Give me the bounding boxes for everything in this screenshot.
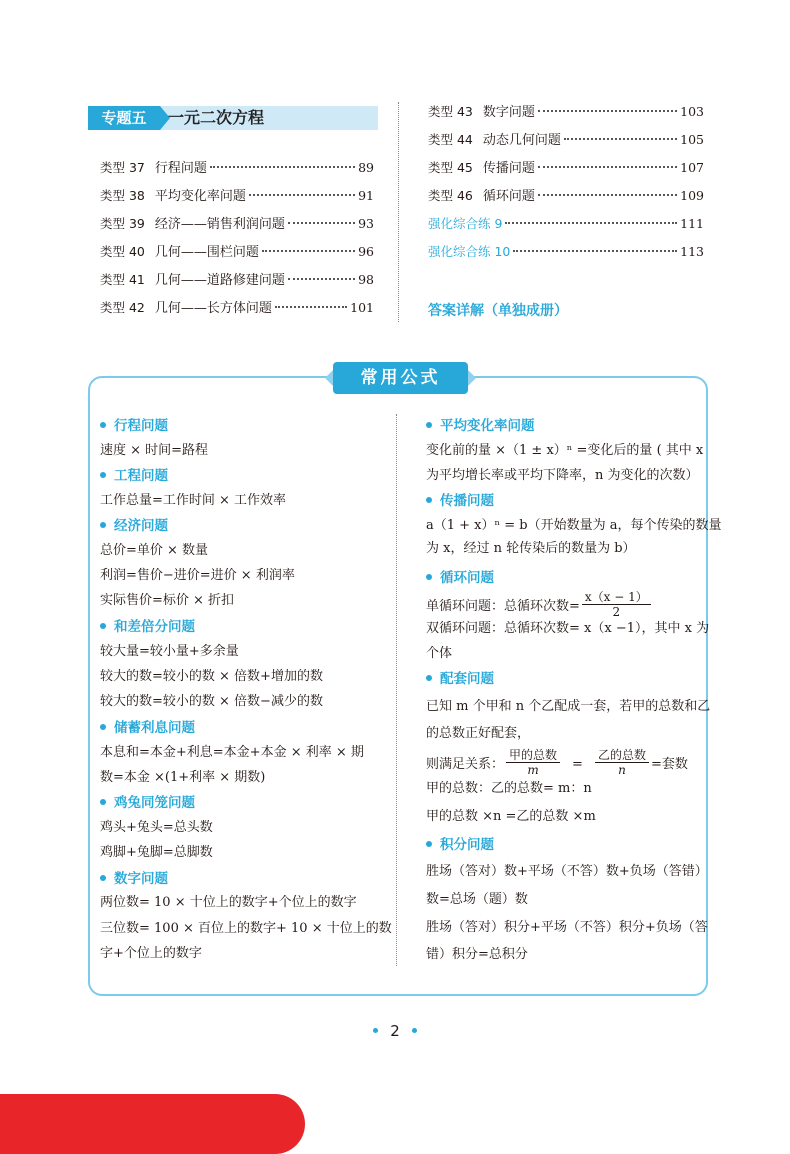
toc-type-label: 类型 46 <box>428 188 473 203</box>
toc-leader <box>564 138 677 140</box>
formula-line: 工作总量=工作时间 × 工作效率 <box>100 493 287 508</box>
fraction-numerator: 乙的总数 <box>595 748 649 763</box>
toc-page: 93 <box>358 216 374 231</box>
toc-type-label: 类型 41 <box>100 272 145 287</box>
formula-line: 数=本金 ×(1+利率 × 期数) <box>100 770 266 785</box>
toc-leader <box>505 222 677 224</box>
section-heading: 数字问题 <box>114 871 168 887</box>
page-number <box>0 1022 790 1040</box>
toc-page: 105 <box>680 132 704 147</box>
formula-title: 常用公式 <box>333 362 468 394</box>
section-heading: 和差倍分问题 <box>114 619 195 635</box>
formula-line: 双循环问题：总循环次数= x（x −1），其中 x 为 <box>426 621 710 636</box>
toc-title: 行程问题 <box>154 161 207 176</box>
formula-line: 为 x，经过 n 轮传染后的数量为 b） <box>426 541 636 556</box>
bullet-icon <box>426 497 432 503</box>
formula-line: 错）积分=总积分 <box>426 947 528 962</box>
toc-title: 几何——长方体问题 <box>154 301 272 316</box>
toc-leader <box>513 250 677 252</box>
section-digits <box>100 869 168 889</box>
toc-item-review[interactable] <box>428 242 704 262</box>
formula-line: 本息和=本金+利息=本金+本金 × 利率 × 期 <box>100 745 364 760</box>
toc-page: 101 <box>350 300 374 315</box>
formula-line: 为平均增长率或平均下降率，n 为变化的次数） <box>426 468 699 483</box>
bottom-banner <box>0 1094 305 1154</box>
formula-line <box>426 592 653 621</box>
section-work <box>100 466 168 486</box>
toc-title: 几何——围栏问题 <box>154 245 259 260</box>
formula-line: 胜场（答对）积分+平场（不答）积分+负场（答 <box>426 920 708 935</box>
section-rate <box>426 416 535 436</box>
topic-tag: 专题五 <box>88 106 160 130</box>
bullet-icon <box>100 724 106 730</box>
toc-title: 经济——销售利润问题 <box>154 217 285 232</box>
formula-line: 个体 <box>426 646 453 661</box>
section-heading: 经济问题 <box>114 518 168 534</box>
toc-leader <box>288 222 355 224</box>
formula-line: 速度 × 时间=路程 <box>100 443 209 458</box>
fraction-numerator: 甲的总数 <box>506 748 560 763</box>
toc-item[interactable] <box>428 158 704 178</box>
formula-text: 则满足关系： <box>426 757 505 772</box>
toc-item[interactable] <box>100 214 374 234</box>
section-heading: 储蓄利息问题 <box>114 720 195 736</box>
toc-page: 107 <box>680 160 704 175</box>
toc-page: 103 <box>680 104 704 119</box>
toc-leader <box>288 278 355 280</box>
toc-item[interactable] <box>100 242 374 262</box>
formula-line: 鸡头+兔头=总头数 <box>100 820 213 835</box>
formula-line <box>426 750 688 779</box>
toc-item[interactable] <box>428 130 704 150</box>
fraction <box>582 590 651 619</box>
formula-line: 较大的数=较小的数 × 倍数−减少的数 <box>100 694 323 709</box>
section-heading: 鸡兔同笼问题 <box>114 795 195 811</box>
section-spread <box>426 491 494 511</box>
toc-item[interactable] <box>100 186 374 206</box>
toc-page: 91 <box>358 188 374 203</box>
toc-type-label: 类型 40 <box>100 244 145 259</box>
section-heading: 平均变化率问题 <box>440 418 535 434</box>
toc-page: 111 <box>680 216 704 231</box>
toc-type-label: 类型 43 <box>428 104 473 119</box>
toc-title: 循环问题 <box>482 189 535 204</box>
bullet-icon <box>426 841 432 847</box>
formula-line: 变化前的量 ×（1 ± x）ⁿ =变化后的量 ( 其中 x <box>426 443 704 458</box>
bullet-icon <box>100 875 106 881</box>
fraction-denominator: m <box>527 763 539 777</box>
formula-line: 较大的数=较小的数 × 倍数+增加的数 <box>100 669 323 684</box>
toc-review-label: 强化综合练 9 <box>428 216 503 231</box>
dot-icon <box>412 1028 417 1033</box>
section-heading: 工程问题 <box>114 468 168 484</box>
section-heading: 配套问题 <box>440 671 494 687</box>
toc-item[interactable] <box>100 270 374 290</box>
formula-line: 胜场（答对）数+平场（不答）数+负场（答错） <box>426 864 708 879</box>
topic-title: 一元二次方程 <box>168 108 265 127</box>
bullet-icon <box>426 574 432 580</box>
section-heading: 行程问题 <box>114 418 168 434</box>
bullet-icon <box>100 472 106 478</box>
formula-line: 字+个位上的数字 <box>100 946 202 961</box>
section-matching <box>426 669 494 689</box>
toc-title: 动态几何问题 <box>482 133 561 148</box>
dot-icon <box>373 1028 378 1033</box>
toc-title: 数字问题 <box>482 105 535 120</box>
toc-page: 109 <box>680 188 704 203</box>
formula-line: a（1 + x）ⁿ = b（开始数量为 a，每个传染的数量 <box>426 518 722 533</box>
toc-type-label: 类型 42 <box>100 300 145 315</box>
toc-page: 96 <box>358 244 374 259</box>
formula-line: 的总数正好配套， <box>426 726 531 741</box>
toc-type-label: 类型 39 <box>100 216 145 231</box>
toc-item[interactable] <box>428 102 704 122</box>
formula-line: 实际售价=标价 × 折扣 <box>100 593 235 608</box>
answer-note: 答案详解（单独成册） <box>428 303 568 319</box>
fraction-denominator: 2 <box>612 605 621 619</box>
bullet-icon <box>100 623 106 629</box>
toc-title: 几何——道路修建问题 <box>154 273 285 288</box>
toc-type-label: 类型 45 <box>428 160 473 175</box>
section-economy <box>100 516 168 536</box>
toc-item[interactable] <box>100 298 374 318</box>
bullet-icon <box>100 799 106 805</box>
toc-type-label: 类型 37 <box>100 160 145 175</box>
bullet-icon <box>100 522 106 528</box>
toc-leader <box>210 166 355 168</box>
toc-type-label: 类型 38 <box>100 188 145 203</box>
section-heading: 积分问题 <box>440 837 494 853</box>
fraction <box>595 748 649 777</box>
fraction <box>506 748 560 777</box>
formula-line: 数=总场（题）数 <box>426 892 528 907</box>
toc-leader <box>538 166 677 168</box>
bullet-icon <box>426 422 432 428</box>
section-heading: 循环问题 <box>440 570 494 586</box>
section-cycle <box>426 568 494 588</box>
fraction-denominator: n <box>618 763 626 777</box>
formula-line: 较大量=较小量+多余量 <box>100 644 239 659</box>
formula-line: 已知 m 个甲和 n 个乙配成一套，若甲的总数和乙 <box>426 699 711 714</box>
bullet-icon <box>100 422 106 428</box>
formula-text: 单循环问题：总循环次数= <box>426 599 580 614</box>
formula-line: 三位数= 100 × 百位上的数字+ 10 × 十位上的数 <box>100 921 392 936</box>
toc-leader <box>262 250 355 252</box>
toc-leader <box>538 110 677 112</box>
formula-line: 甲的总数：乙的总数= m：n <box>426 781 592 796</box>
toc-item-review[interactable] <box>428 214 704 234</box>
formula-divider <box>396 414 397 966</box>
toc-page: 113 <box>680 244 704 259</box>
section-points <box>426 835 494 855</box>
section-sumdiff <box>100 617 195 637</box>
formula-line: 利润=售价−进价=进价 × 利润率 <box>100 568 295 583</box>
formula-line: 鸡脚+兔脚=总脚数 <box>100 845 213 860</box>
section-heading: 传播问题 <box>440 493 494 509</box>
equals-sign: = <box>572 757 583 772</box>
section-chicken-rabbit <box>100 793 195 813</box>
page-number-value: 2 <box>390 1022 400 1040</box>
toc-item[interactable] <box>100 158 374 178</box>
formula-title-badge <box>333 362 468 394</box>
toc-review-label: 强化综合练 10 <box>428 244 511 259</box>
toc-title: 平均变化率问题 <box>154 189 246 204</box>
toc-type-label: 类型 44 <box>428 132 473 147</box>
toc-leader <box>538 194 677 196</box>
section-travel <box>100 416 168 436</box>
bullet-icon <box>426 675 432 681</box>
toc-page: 89 <box>358 160 374 175</box>
toc-page: 98 <box>358 272 374 287</box>
toc-leader <box>275 306 347 308</box>
topic-header <box>88 106 378 130</box>
toc-item[interactable] <box>428 186 704 206</box>
formula-line: 两位数= 10 × 十位上的数字+个位上的数字 <box>100 895 357 910</box>
formula-line: 总价=单价 × 数量 <box>100 543 209 558</box>
toc-leader <box>249 194 355 196</box>
formula-line: 甲的总数 ×n =乙的总数 ×m <box>426 809 596 824</box>
toc-divider <box>398 102 399 322</box>
toc-title: 传播问题 <box>482 161 535 176</box>
section-savings <box>100 718 195 738</box>
fraction-numerator: x（x − 1） <box>582 590 651 605</box>
formula-text: =套数 <box>650 757 688 772</box>
